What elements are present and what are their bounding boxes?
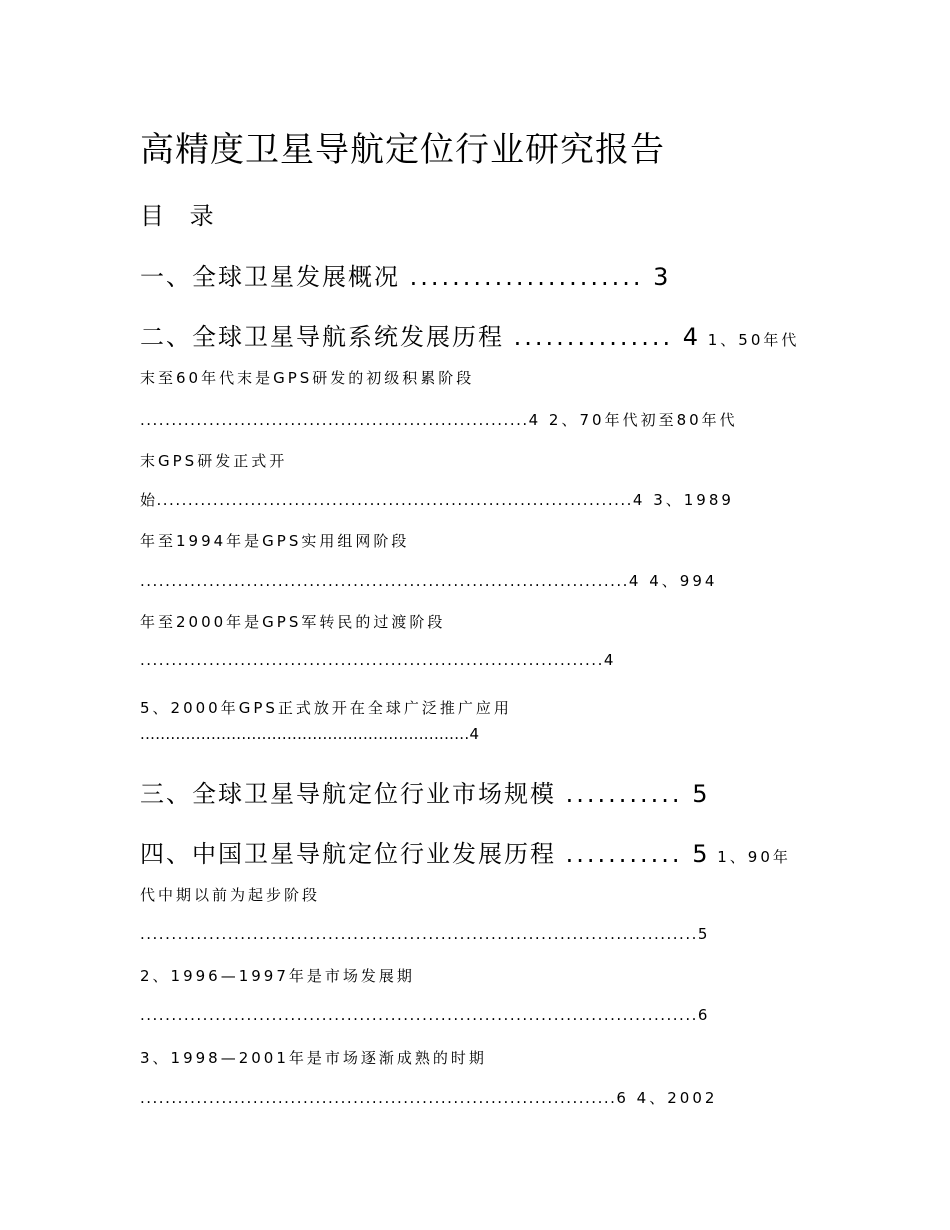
toc-entry-leader-line[interactable] — [140, 725, 482, 743]
toc-entry-continuation[interactable]: 末GPS研发正式开 — [140, 452, 288, 470]
toc-entry-tail: 1、90年 — [709, 848, 791, 866]
toc-entry-tail: 6 4、2002 — [616, 1089, 718, 1107]
toc-entry-tail: 5 — [697, 925, 711, 943]
toc-entry-text: 二、全球卫星导航系统发展历程 — [140, 323, 514, 351]
toc-entry-leader-line[interactable] — [140, 489, 734, 510]
toc-entry-tail: 4 2、70年代初至80年代 — [528, 411, 738, 429]
toc-leader-dots: ......................................................................................... — [140, 925, 698, 943]
toc-entry-continuation[interactable]: 5、2000年GPS正式放开在全球广泛推广应用 — [140, 699, 512, 717]
toc-leader-dots: ................................................................. — [140, 725, 470, 743]
toc-entry-section-4[interactable] — [140, 834, 791, 869]
toc-leader-dots: ...................... — [409, 263, 644, 291]
toc-entry-tail: 4 3、1989 — [632, 491, 734, 509]
toc-entry-text: 三、全球卫星导航定位行业市场规模 — [140, 780, 566, 808]
toc-leader-dots: ........... — [565, 840, 683, 868]
toc-entry-text: 四、中国卫星导航定位行业发展历程 — [140, 840, 566, 868]
toc-entry-leader-line[interactable] — [140, 925, 710, 943]
toc-leader-dots: ............................................................................ — [156, 491, 633, 509]
toc-leader-dots: ......................................................................................... — [140, 1006, 698, 1024]
toc-entry-continuation[interactable]: 3、1998—2001年是市场逐渐成熟的时期 — [140, 1049, 487, 1067]
toc-entry-text: 一、全球卫星发展概况 — [140, 263, 410, 291]
toc-entry-leader-line[interactable] — [140, 409, 738, 430]
toc-entry-continuation[interactable]: 2、1996—1997年是市场发展期 — [140, 967, 415, 985]
toc-page-number: 4 — [673, 323, 700, 351]
toc-entry-tail: 4 4、994 — [628, 572, 718, 590]
toc-leader-dots: ............... — [513, 323, 674, 351]
toc-leader-dots: ............................................................................ — [140, 1089, 617, 1107]
toc-entry-text: 始 — [140, 491, 157, 509]
toc-entry-section-2[interactable] — [140, 317, 799, 352]
toc-page-number: 5 — [682, 780, 710, 808]
toc-entry-leader-line[interactable] — [140, 651, 616, 669]
toc-entry-tail: 4 — [603, 651, 617, 669]
toc-entry-continuation[interactable]: 代中期以前为起步阶段 — [140, 886, 321, 904]
toc-leader-dots: .......................................................................... — [140, 651, 604, 669]
toc-heading: 目 录 — [140, 202, 223, 230]
toc-page-number: 3 — [643, 263, 671, 291]
toc-entry-continuation[interactable]: 年至1994年是GPS实用组网阶段 — [140, 532, 410, 550]
toc-entry-tail: 1、50年代 — [699, 331, 800, 349]
toc-entry-section-3[interactable] — [140, 774, 709, 809]
toc-leader-dots: .............................................................................. — [140, 572, 629, 590]
toc-entry-tail: 4 — [469, 725, 482, 743]
toc-entry-section-1[interactable] — [140, 257, 670, 292]
toc-entry-leader-line[interactable] — [140, 1087, 717, 1108]
toc-entry-leader-line[interactable] — [140, 570, 717, 591]
document-title: 高精度卫星导航定位行业研究报告 — [140, 130, 665, 170]
toc-leader-dots: ........... — [565, 780, 683, 808]
toc-entry-continuation[interactable]: 末至60年代末是GPS研发的初级积累阶段 — [140, 369, 475, 387]
toc-entry-continuation[interactable]: 年至2000年是GPS军转民的过渡阶段 — [140, 613, 446, 631]
toc-entry-tail: 6 — [697, 1006, 711, 1024]
toc-entry-leader-line[interactable] — [140, 1006, 710, 1024]
toc-leader-dots: .............................................................. — [140, 411, 529, 429]
toc-page-number: 5 — [682, 840, 710, 868]
